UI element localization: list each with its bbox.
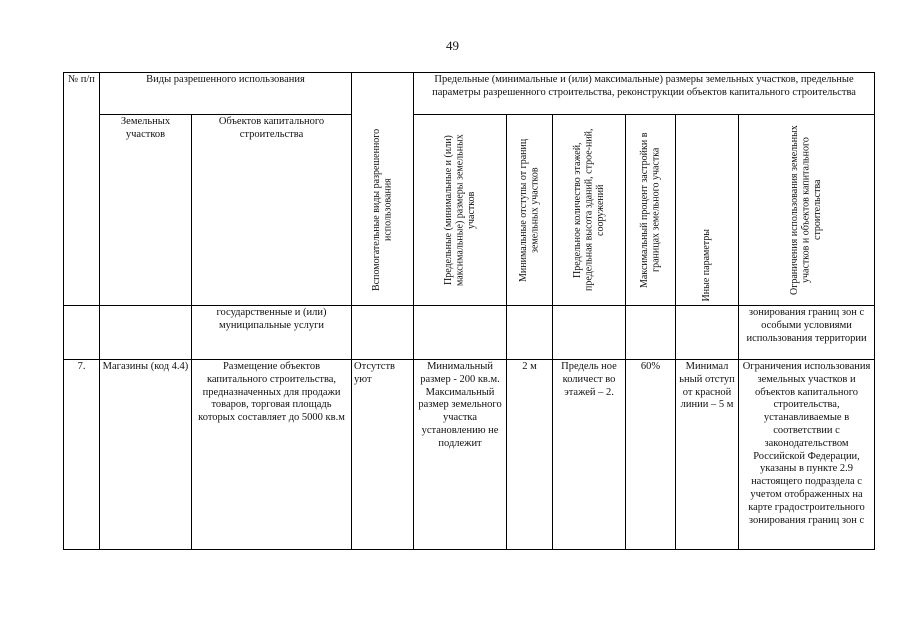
- header-restrictions: Ограничения использования земельных участков и объектов капитального строительства: [789, 125, 824, 295]
- header-row-2: [64, 115, 875, 306]
- header-allowed-uses: Виды разрешенного использования: [100, 73, 352, 115]
- header-other-cell: [676, 115, 739, 306]
- page-number: 49: [446, 38, 459, 53]
- cell-capital-objects-continued: государственные и (или) муниципальные услуги: [192, 306, 352, 360]
- header-coverage: Максимальный процент застройки в границах земельного участка: [639, 132, 662, 288]
- header-floors: Предельное количество этажей, предельная высота зданий, строе-ний, сооружений: [571, 128, 606, 292]
- header-other: Иные параметры: [701, 228, 713, 301]
- header-coverage-cell: [626, 115, 676, 306]
- header-num: № п/п: [64, 73, 100, 306]
- land-use-regulations-table: [63, 72, 875, 550]
- cell-plot-sizes: Минимальный размер - 200 кв.м. Максимальный размер земельного участка установлению не подлежит: [414, 360, 507, 550]
- header-setbacks: Минимальные отступы от границ земельных участков: [518, 138, 541, 282]
- cell-floors: Предель ное количест во этажей – 2.: [553, 360, 626, 550]
- header-floors-cell: [553, 115, 626, 306]
- header-restrictions-cell: [739, 115, 875, 306]
- cell-auxiliary-uses: Отсутств уют: [352, 360, 414, 550]
- header-land-plots: Земельных участков: [100, 115, 192, 306]
- header-auxiliary-uses: Вспомогательные виды разрешенного использования: [371, 128, 394, 292]
- header-limit-params: Предельные (минимальные и (или) максимальные) размеры земельных участков, предельные параметры разрешенного строительства, реконструкции объектов капитального строительства: [414, 73, 875, 115]
- header-capital-objects: Объектов капитального строительства: [192, 115, 352, 306]
- cell-restrictions: Ограничения использования земельных участков и объектов капитального строительства, устанавливаемые в соответствии с законодательством Российской Федерации, указаны в пункте 2.9 настоящего подраздела с учетом отображенных на карте градостроительного зонирования границ зон с: [739, 360, 875, 550]
- cell-other: Минимал ьный отступ от красной линии – 5 м: [676, 360, 739, 550]
- header-row-1: [64, 73, 875, 115]
- cell-coverage: 60%: [626, 360, 676, 550]
- header-plot-sizes-cell: [414, 115, 507, 306]
- table-row-continuation: [64, 306, 875, 360]
- header-setbacks-cell: [507, 115, 553, 306]
- header-plot-sizes: Предельные (минимальные и (или) максимальные) размеры земельных участков: [442, 134, 477, 286]
- cell-land-plots: Магазины (код 4.4): [100, 360, 192, 550]
- cell-num: 7.: [64, 360, 100, 550]
- cell-setbacks: 2 м: [507, 360, 553, 550]
- table-row-7: [64, 360, 875, 550]
- cell-capital-objects: Размещение объектов капитального строительства, предназначенных для продажи товаров, торговая площадь которых составляет до 5000 кв.м: [192, 360, 352, 550]
- header-auxiliary-uses-cell: [352, 73, 414, 306]
- cell-restrictions-continued: зонирования границ зон с особыми условиями использования территории: [739, 306, 875, 360]
